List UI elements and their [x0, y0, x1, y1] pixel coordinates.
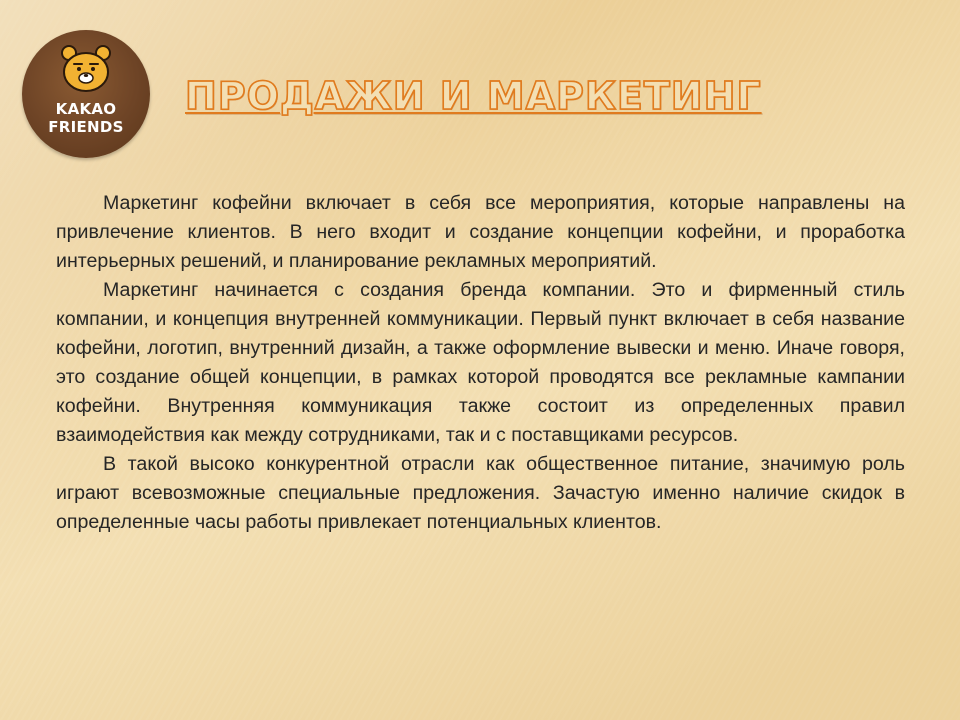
paragraph-special-offers: В такой высоко конкурентной отрасли как общественное питание, значимую роль играют всевозможные специальные предложения. Зачастую именно наличие скидок в определенные часы работы привлекает потенциальных клиентов.	[56, 453, 905, 533]
logo-text-line2: FRIENDS	[48, 118, 124, 136]
slide-title: ПРОДАЖИ И МАРКЕТИНГ	[185, 74, 762, 118]
paragraph-marketing-definition: Маркетинг кофейни включает в себя все мероприятия, которые направлены на привлечение клиентов. В него входит и создание концепции кофейни, и проработка интерьерных решений, и планирование рекламных мероприятий.	[56, 192, 905, 272]
kakao-friends-logo	[22, 30, 150, 158]
logo-text-line1: KAKAO	[55, 100, 117, 118]
paragraph-brand-creation: Маркетинг начинается с создания бренда компании. Это и фирменный стиль компании, и концепция внутренней коммуникации. Первый пункт включает в себя название кофейни, логотип, внутренний дизайн, а также оформление вывески и меню. Иначе говоря, это создание общей концепции, в рамках которой проводятся все рекламные кампании кофейни. Внутренняя коммуникация также состоит из определенных правил взаимодействия как между сотрудниками, так и с поставщиками ресурсов.	[56, 279, 905, 446]
bear-face-icon	[60, 44, 112, 94]
slide-body	[56, 189, 905, 537]
